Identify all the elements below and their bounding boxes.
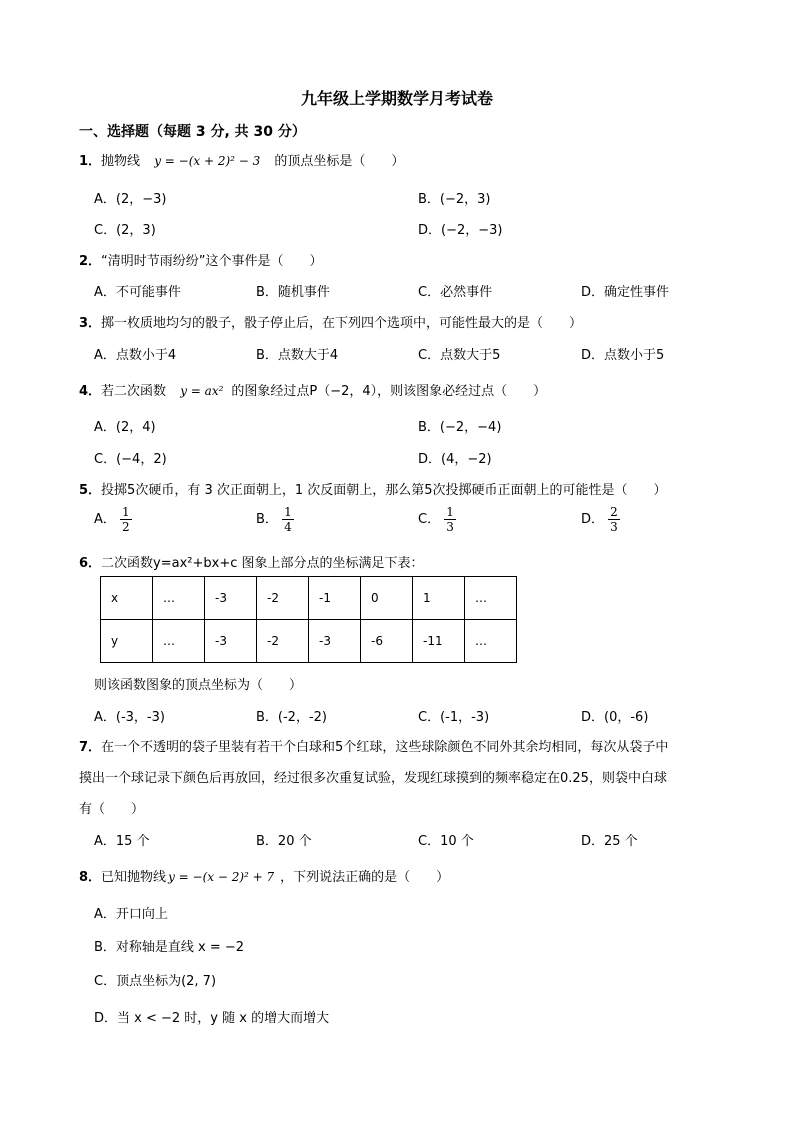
table-cell: -1 (309, 577, 361, 620)
option-label: D． (581, 512, 605, 527)
option-d: D．确定性事件 (581, 285, 670, 300)
question-number: 5． (79, 483, 102, 498)
option-d (581, 505, 620, 534)
option-b (256, 505, 294, 534)
question-text: 掷一枚质地均匀的骰子，骰子停止后，在下列四个选项中，可能性最大的是（ ） (101, 316, 583, 331)
question-text: “清明时节雨纷纷”这个事件是（ ） (101, 254, 323, 269)
option-c: C．10 个 (418, 834, 474, 849)
question-number: 8． (79, 870, 102, 885)
formula: y = −(x − 2)² + 7 (168, 870, 275, 884)
option-b: B．对称轴是直线 x = −2 (94, 940, 245, 955)
option-b: B．(-2，-2) (256, 710, 327, 725)
question-6 (79, 552, 424, 571)
option-label: B． (256, 512, 278, 527)
table-cell: 1 (413, 577, 465, 620)
question-3 (79, 312, 582, 331)
question-8 (79, 866, 449, 885)
formula: y = −(x + 2)² − 3 (154, 154, 261, 168)
table-cell: … (153, 620, 205, 663)
option-a: A．15 个 (94, 834, 150, 849)
question-2 (79, 250, 323, 269)
option-a: A．(2，−3) (94, 192, 167, 207)
table-cell: x (101, 577, 153, 620)
fraction (120, 505, 132, 534)
question-number: 6． (79, 556, 102, 571)
option-c: C．点数大于5 (418, 348, 501, 363)
question-text: 的顶点坐标是（ ） (274, 154, 405, 169)
table-cell: -11 (413, 620, 465, 663)
question-text: 在一个不透明的袋子里装有若干个白球和5个红球，这些球除颜色不同外其余均相同，每次从袋子中 (101, 740, 669, 755)
option-d: D．(−2，−3) (418, 223, 503, 238)
option-b: B．点数大于4 (256, 348, 339, 363)
table-cell: -3 (205, 577, 257, 620)
numerator: 2 (610, 505, 618, 519)
question-number: 3． (79, 316, 102, 331)
xy-table (100, 576, 517, 663)
question-number: 2． (79, 254, 102, 269)
denominator: 2 (122, 520, 130, 534)
numerator: 1 (122, 505, 130, 519)
option-a: A．点数小于4 (94, 348, 177, 363)
option-a: A．不可能事件 (94, 285, 181, 300)
option-c: C．必然事件 (418, 285, 493, 300)
option-label: A． (94, 512, 116, 527)
option-c: C．(2，3) (94, 223, 156, 238)
table-cell: -6 (361, 620, 413, 663)
fraction (444, 505, 456, 534)
table-row-x (101, 577, 517, 620)
question-number: 1． (79, 154, 102, 169)
option-d: D．当 x < −2 时，y 随 x 的增大而增大 (94, 1011, 330, 1026)
table-cell: … (153, 577, 205, 620)
exam-title: 九年级上学期数学月考试卷 (300, 89, 493, 108)
question-text: 有（ ） (79, 802, 145, 817)
table-cell: -2 (257, 577, 309, 620)
option-b: B．(−2，−4) (418, 420, 502, 435)
fraction (282, 505, 294, 534)
question-text: 摸出一个球记录下颜色后再放回，经过很多次重复试验，发现红球摸到的频率稳定在0.25，则袋中白球 (79, 771, 667, 786)
option-d: D．点数小于5 (581, 348, 665, 363)
question-number: 7． (79, 740, 102, 755)
option-b: B．随机事件 (256, 285, 330, 300)
question-text: 二次函数y=ax²+bx+c 图象上部分点的坐标满足下表： (101, 556, 424, 571)
option-d: D．(0，-6) (581, 710, 649, 725)
question-number: 4． (79, 384, 102, 399)
numerator: 1 (284, 505, 292, 519)
option-d: D．25 个 (581, 834, 638, 849)
option-b: B．(−2，3) (418, 192, 491, 207)
question-text: 投掷5次硬币，有 3 次正面朝上，1 次反面朝上，那么第5次投掷硬币正面朝上的可能性是（ ） (101, 483, 667, 498)
question-text: 的图象经过点P（−2，4），则该图象必经过点（ ） (231, 384, 547, 399)
section-heading: 一、选择题（每题 3 分, 共 30 分） (79, 124, 306, 140)
numerator: 1 (446, 505, 454, 519)
denominator: 3 (610, 520, 618, 534)
option-a: A．(-3，-3) (94, 710, 165, 725)
formula: y = ax² (180, 384, 224, 398)
option-c: C．(−4，2) (94, 452, 167, 467)
option-b: B．20 个 (256, 834, 312, 849)
table-row-y (101, 620, 517, 663)
question-4 (79, 380, 546, 399)
option-c: C．(-1，-3) (418, 710, 490, 725)
option-c (418, 505, 456, 534)
question-text: 若二次函数 (101, 384, 167, 399)
question-text: 已知抛物线 (101, 870, 167, 885)
question-text: ，下列说法正确的是（ ） (280, 870, 450, 885)
option-d: D．(4，−2) (418, 452, 492, 467)
table-cell: -3 (309, 620, 361, 663)
table-cell: y (101, 620, 153, 663)
table-cell: … (465, 620, 517, 663)
table-cell: -2 (257, 620, 309, 663)
question-7 (79, 736, 668, 755)
denominator: 4 (284, 520, 292, 534)
option-c: C．顶点坐标为(2, 7) (94, 974, 217, 989)
option-label: C． (418, 512, 441, 527)
denominator: 3 (446, 520, 454, 534)
option-a: A．(2，4) (94, 420, 156, 435)
option-a: A．开口向上 (94, 907, 168, 922)
question-1 (79, 150, 404, 169)
table-cell: … (465, 577, 517, 620)
table-cell: 0 (361, 577, 413, 620)
question-5 (79, 479, 667, 498)
option-a (94, 505, 132, 534)
fraction (608, 505, 620, 534)
question-text: 则该函数图象的顶点坐标为（ ） (94, 678, 303, 693)
table-cell: -3 (205, 620, 257, 663)
question-text: 抛物线 (101, 154, 141, 169)
